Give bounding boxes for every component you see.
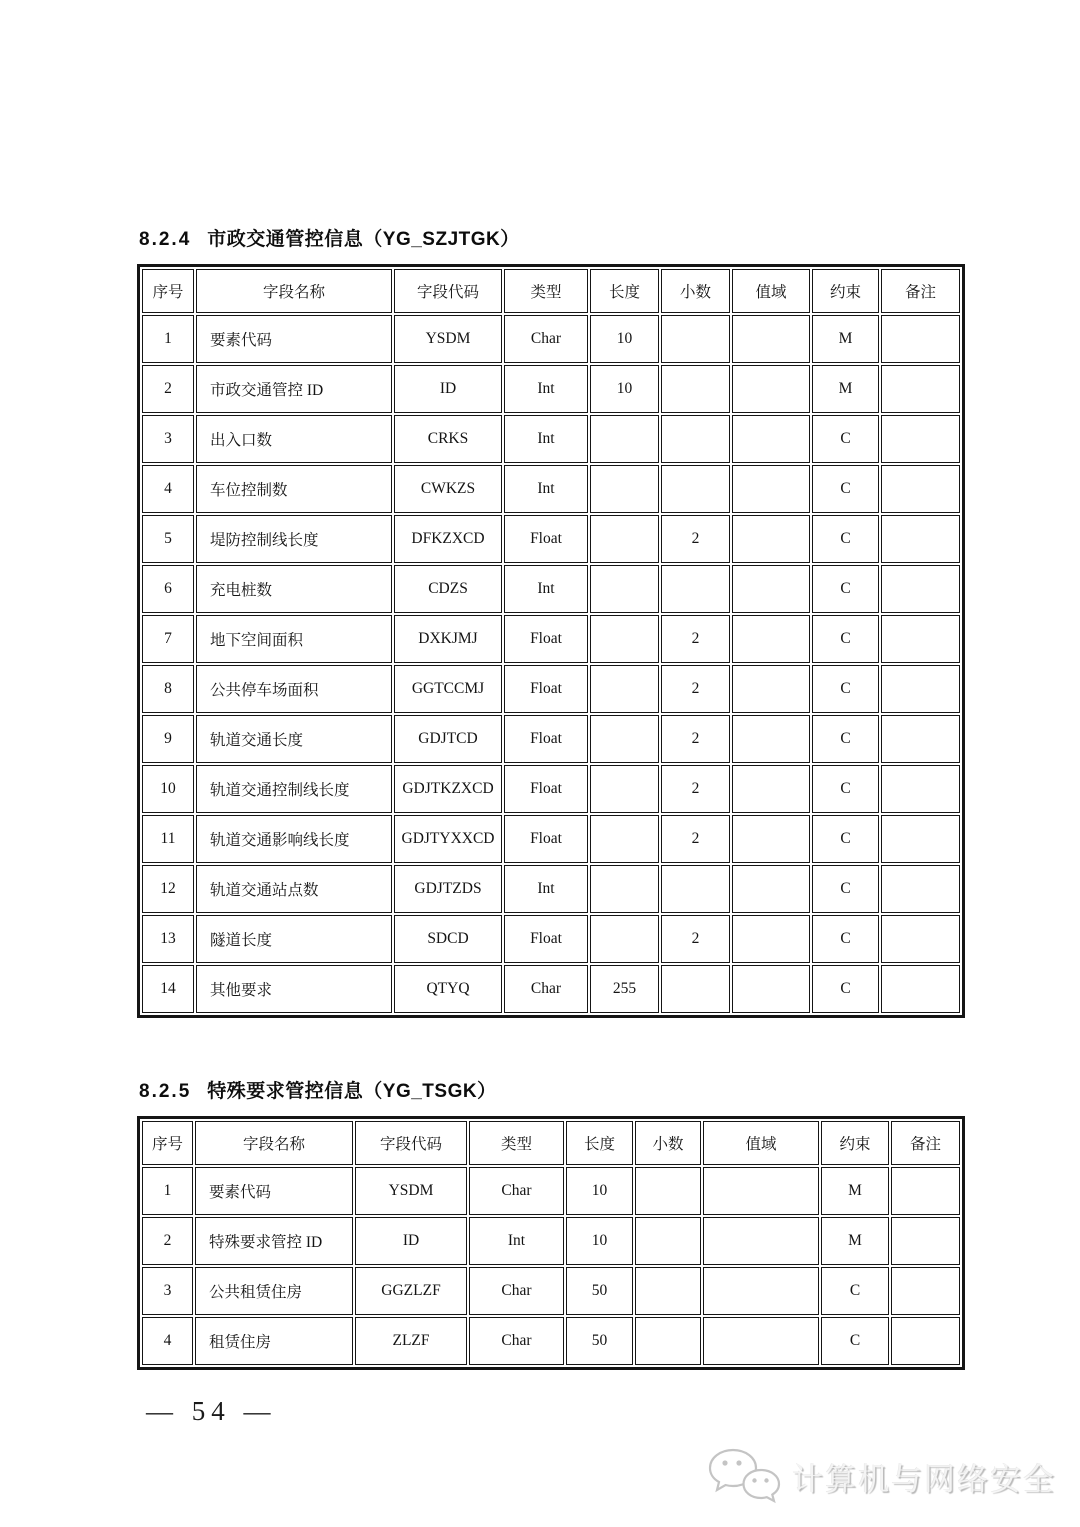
table-cell: M xyxy=(821,1167,889,1215)
table-header-row xyxy=(142,1121,960,1165)
table-cell: YSDM xyxy=(355,1167,467,1215)
table-cell xyxy=(661,565,730,613)
wechat-icon xyxy=(706,1446,782,1506)
table-cell: C xyxy=(812,465,879,513)
table-cell xyxy=(881,565,960,613)
table-cell: 轨道交通控制线长度 xyxy=(196,765,392,813)
table-cell: 50 xyxy=(566,1317,633,1365)
table-cell xyxy=(635,1317,701,1365)
table-cell: 车位控制数 xyxy=(196,465,392,513)
table-cell xyxy=(590,615,659,663)
table-cell xyxy=(661,415,730,463)
section-number: 8.2.4 xyxy=(139,229,192,250)
table-cell xyxy=(590,715,659,763)
table-cell: Char xyxy=(469,1167,564,1215)
table-cell: Char xyxy=(469,1267,564,1315)
table-cell: 9 xyxy=(142,715,194,763)
table-row xyxy=(142,865,960,913)
table-cell xyxy=(881,915,960,963)
column-header: 长度 xyxy=(566,1121,633,1165)
table-cell xyxy=(703,1167,819,1215)
table-cell: C xyxy=(812,415,879,463)
table-cell: M xyxy=(812,315,879,363)
table-cell: 2 xyxy=(661,815,730,863)
table-row xyxy=(142,1267,960,1315)
table-row xyxy=(142,815,960,863)
table-cell xyxy=(881,465,960,513)
column-header: 类型 xyxy=(469,1121,564,1165)
table-row xyxy=(142,965,960,1013)
table-row xyxy=(142,665,960,713)
table-cell xyxy=(881,315,960,363)
table-cell xyxy=(590,765,659,813)
table-cell xyxy=(732,465,810,513)
table-cell: 租赁住房 xyxy=(195,1317,353,1365)
table-cell: 2 xyxy=(661,715,730,763)
table-cell xyxy=(661,365,730,413)
table-cell xyxy=(732,815,810,863)
table-cell: DFKZXCD xyxy=(394,515,502,563)
table-cell: ZLZF xyxy=(355,1317,467,1365)
table-cell xyxy=(881,815,960,863)
table-cell: SDCD xyxy=(394,915,502,963)
table-cell: GDJTYXXCD xyxy=(394,815,502,863)
table-cell: GDJTZDS xyxy=(394,865,502,913)
table-cell xyxy=(590,865,659,913)
table-cell: C xyxy=(812,765,879,813)
table-cell: 公共停车场面积 xyxy=(196,665,392,713)
table-cell xyxy=(732,865,810,913)
table-cell: 2 xyxy=(661,665,730,713)
table-cell: GGZLZF xyxy=(355,1267,467,1315)
table-cell: C xyxy=(812,865,879,913)
table-cell: QTYQ xyxy=(394,965,502,1013)
table-row xyxy=(142,1167,960,1215)
table-cell: 14 xyxy=(142,965,194,1013)
table-cell xyxy=(881,665,960,713)
table-cell: 4 xyxy=(142,1317,193,1365)
column-header: 约束 xyxy=(812,269,879,313)
table-cell: Float xyxy=(504,915,588,963)
column-header: 备注 xyxy=(891,1121,960,1165)
table-cell: YSDM xyxy=(394,315,502,363)
table-cell: 2 xyxy=(142,365,194,413)
column-header: 类型 xyxy=(504,269,588,313)
table-cell xyxy=(635,1217,701,1265)
table-cell: Float xyxy=(504,665,588,713)
table-cell xyxy=(661,315,730,363)
table-cell: 其他要求 xyxy=(196,965,392,1013)
table-row xyxy=(142,615,960,663)
column-header: 字段名称 xyxy=(195,1121,353,1165)
table-cell: 11 xyxy=(142,815,194,863)
table-cell xyxy=(881,765,960,813)
table-cell: 轨道交通站点数 xyxy=(196,865,392,913)
section-title: 特殊要求管控信息（YG_TSGK） xyxy=(207,1081,497,1102)
table-cell xyxy=(661,865,730,913)
table-cell: 7 xyxy=(142,615,194,663)
column-header: 序号 xyxy=(142,1121,193,1165)
table-row xyxy=(142,715,960,763)
table-cell: Float xyxy=(504,765,588,813)
watermark xyxy=(706,1446,1056,1506)
table-cell xyxy=(732,615,810,663)
table-cell xyxy=(732,715,810,763)
table-cell xyxy=(590,665,659,713)
table-cell xyxy=(732,565,810,613)
table-cell: Int xyxy=(504,465,588,513)
table-cell: 255 xyxy=(590,965,659,1013)
table-cell: 1 xyxy=(142,315,194,363)
table-cell: 4 xyxy=(142,465,194,513)
table-cell: 2 xyxy=(661,615,730,663)
column-header: 字段代码 xyxy=(394,269,502,313)
table-cell: Int xyxy=(469,1217,564,1265)
table-cell: C xyxy=(812,515,879,563)
table-cell: C xyxy=(821,1317,889,1365)
table-row xyxy=(142,365,960,413)
table-cell: Float xyxy=(504,815,588,863)
table-cell: Char xyxy=(469,1317,564,1365)
column-header: 长度 xyxy=(590,269,659,313)
table-header-row xyxy=(142,269,960,313)
table-cell xyxy=(891,1317,960,1365)
table-row xyxy=(142,465,960,513)
table-cell xyxy=(881,615,960,663)
field-table-szjtgk xyxy=(137,264,965,1018)
table-cell: 隧道长度 xyxy=(196,915,392,963)
table-cell xyxy=(661,965,730,1013)
table-cell: 堤防控制线长度 xyxy=(196,515,392,563)
table-cell xyxy=(590,515,659,563)
table-cell: 3 xyxy=(142,1267,193,1315)
table-cell xyxy=(703,1217,819,1265)
section-title: 市政交通管控信息（YG_SZJTGK） xyxy=(207,229,520,250)
table-cell xyxy=(891,1267,960,1315)
table-cell xyxy=(703,1267,819,1315)
table-cell: 2 xyxy=(661,515,730,563)
table-row xyxy=(142,1317,960,1365)
table-cell: M xyxy=(821,1217,889,1265)
table-cell: DXKJMJ xyxy=(394,615,502,663)
section-tsgk xyxy=(137,1076,955,1370)
table-cell: 公共租赁住房 xyxy=(195,1267,353,1315)
table-cell xyxy=(881,715,960,763)
table-cell: C xyxy=(812,965,879,1013)
table-cell: 特殊要求管控 ID xyxy=(195,1217,353,1265)
watermark-text: 计算机与网络安全 xyxy=(792,1461,1056,1497)
table-cell: 13 xyxy=(142,915,194,963)
column-header: 小数 xyxy=(635,1121,701,1165)
section-szjtgk xyxy=(137,224,955,1018)
table-cell: 6 xyxy=(142,565,194,613)
table-cell xyxy=(732,765,810,813)
table-row xyxy=(142,315,960,363)
table-cell: 市政交通管控 ID xyxy=(196,365,392,413)
table-cell: 8 xyxy=(142,665,194,713)
table-cell xyxy=(732,915,810,963)
column-header: 字段名称 xyxy=(196,269,392,313)
table-cell: C xyxy=(812,915,879,963)
table-cell: Int xyxy=(504,365,588,413)
table-cell xyxy=(590,915,659,963)
section-heading xyxy=(139,1076,955,1103)
table-cell xyxy=(881,365,960,413)
table-cell xyxy=(881,415,960,463)
table-cell: 地下空间面积 xyxy=(196,615,392,663)
page-number: — 54 — xyxy=(146,1396,277,1426)
table-cell: Float xyxy=(504,715,588,763)
table-cell: C xyxy=(812,815,879,863)
table-cell: 10 xyxy=(566,1217,633,1265)
table-cell: Int xyxy=(504,415,588,463)
table-cell: GDJTCD xyxy=(394,715,502,763)
table-cell: ID xyxy=(355,1217,467,1265)
table-cell xyxy=(891,1217,960,1265)
table-row xyxy=(142,765,960,813)
table-cell: 3 xyxy=(142,415,194,463)
table-row xyxy=(142,915,960,963)
table-cell: Int xyxy=(504,865,588,913)
column-header: 值域 xyxy=(732,269,810,313)
table-cell: ID xyxy=(394,365,502,413)
table-row xyxy=(142,565,960,613)
table-cell: 充电桩数 xyxy=(196,565,392,613)
table-row xyxy=(142,415,960,463)
table-cell: C xyxy=(812,615,879,663)
table-cell: 出入口数 xyxy=(196,415,392,463)
table-cell: C xyxy=(812,665,879,713)
table-cell: 10 xyxy=(590,315,659,363)
table-cell: 2 xyxy=(142,1217,193,1265)
table-cell xyxy=(732,365,810,413)
table-cell: C xyxy=(812,565,879,613)
table-cell xyxy=(881,515,960,563)
table-cell: GGTCCMJ xyxy=(394,665,502,713)
table-cell: 要素代码 xyxy=(196,315,392,363)
column-header: 备注 xyxy=(881,269,960,313)
table-cell: 要素代码 xyxy=(195,1167,353,1215)
column-header: 约束 xyxy=(821,1121,889,1165)
table-cell xyxy=(881,965,960,1013)
table-cell xyxy=(732,415,810,463)
table-cell: C xyxy=(812,715,879,763)
table-cell: 1 xyxy=(142,1167,193,1215)
table-cell xyxy=(590,815,659,863)
table-cell xyxy=(881,865,960,913)
table-cell: CRKS xyxy=(394,415,502,463)
table-cell: 12 xyxy=(142,865,194,913)
table-cell xyxy=(732,515,810,563)
table-cell: Char xyxy=(504,965,588,1013)
table-cell: 10 xyxy=(566,1167,633,1215)
table-cell: C xyxy=(821,1267,889,1315)
table-cell xyxy=(732,665,810,713)
table-cell xyxy=(590,465,659,513)
table-cell xyxy=(590,565,659,613)
column-header: 值域 xyxy=(703,1121,819,1165)
table-cell: 10 xyxy=(590,365,659,413)
table-cell: Float xyxy=(504,615,588,663)
table-cell xyxy=(590,415,659,463)
table-cell: 10 xyxy=(142,765,194,813)
table-cell: Char xyxy=(504,315,588,363)
table-cell: CDZS xyxy=(394,565,502,613)
table-cell: 50 xyxy=(566,1267,633,1315)
table-cell: 2 xyxy=(661,915,730,963)
table-cell: Float xyxy=(504,515,588,563)
table-cell xyxy=(661,465,730,513)
field-table-tsgk xyxy=(137,1116,965,1370)
column-header: 小数 xyxy=(661,269,730,313)
section-number: 8.2.5 xyxy=(139,1081,192,1102)
table-cell: 轨道交通影响线长度 xyxy=(196,815,392,863)
table-cell xyxy=(891,1167,960,1215)
table-cell: M xyxy=(812,365,879,413)
table-cell: GDJTKZXCD xyxy=(394,765,502,813)
table-cell: Int xyxy=(504,565,588,613)
table-row xyxy=(142,515,960,563)
table-cell xyxy=(732,315,810,363)
table-cell xyxy=(635,1167,701,1215)
column-header: 序号 xyxy=(142,269,194,313)
table-cell: 5 xyxy=(142,515,194,563)
table-cell xyxy=(703,1317,819,1365)
section-heading xyxy=(139,224,955,251)
table-cell: 轨道交通长度 xyxy=(196,715,392,763)
table-cell xyxy=(635,1267,701,1315)
table-row xyxy=(142,1217,960,1265)
table-cell: 2 xyxy=(661,765,730,813)
table-cell: CWKZS xyxy=(394,465,502,513)
table-cell xyxy=(732,965,810,1013)
column-header: 字段代码 xyxy=(355,1121,467,1165)
